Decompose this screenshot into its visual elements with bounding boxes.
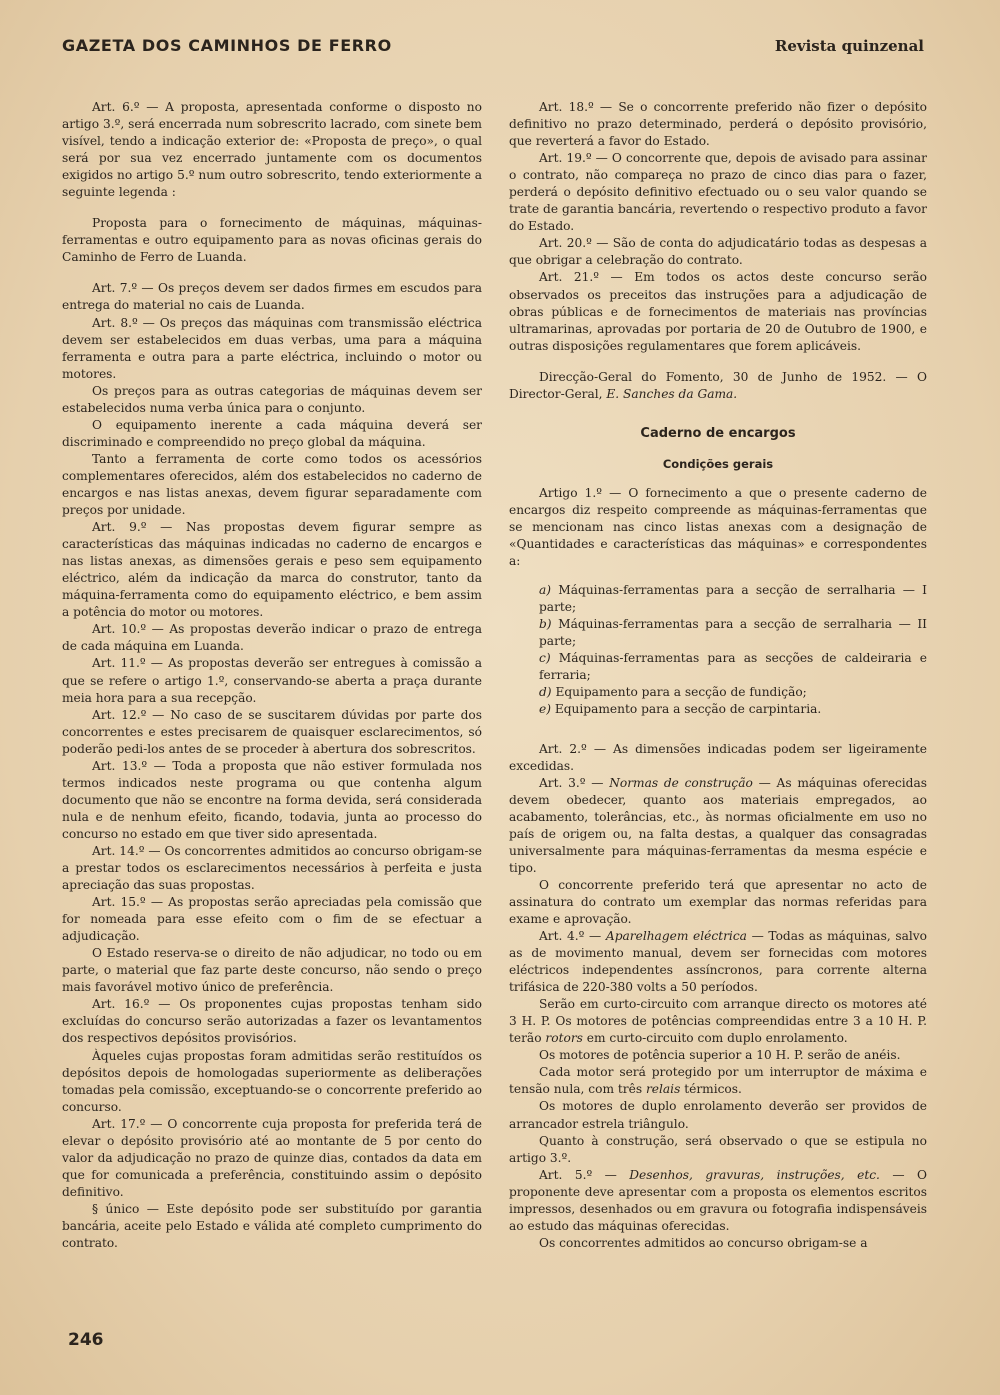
publication-frequency: Revista quinzenal [774, 37, 924, 55]
text-run: em curto-circuito com duplo enrolamento. [586, 1031, 848, 1046]
paragraph-art19: Art. 19.º — O concorrente que, depois de avisado para assinar o contrato, não compareça no prazo de cinco dias para o fazer, perderá o depósito definitivo efectuado ou o seu valor quando se trate de garantia bancária, revertendo o respectivo produto a favor do Estado. [509, 151, 927, 234]
legend-quote: Proposta para o fornecimento de máquinas, máquinas-ferramentas e outro equipamento para as novas oficinas gerais do Caminho de Ferro de Luanda. [62, 216, 482, 265]
article-number: Art. 5.º — [539, 1167, 617, 1182]
list-marker: a) [539, 583, 552, 598]
list-item [509, 616, 927, 650]
article-text: — As máquinas oferecidas devem obedecer, quanto aos materiais empregados, ao acabamento, tolerâncias, etc., às normas oficialmente em uso no país de origem ou, na falta destas, a qualquer das consagradas universalmente para máquinas-ferramentas da mesma espécie e tipo. [509, 775, 927, 875]
list-item [509, 582, 927, 616]
paragraph-art11: Art. 11.º — As propostas deverão ser entregues à comissão a que se refere o artigo 1.º, conservando-se aberta a praça durante meia hora para a sua recepção. [62, 656, 482, 705]
paragraph [509, 1064, 927, 1098]
list-item-text: Equipamento para a secção de fundição; [555, 685, 807, 700]
list-item [509, 650, 927, 684]
subsection-title: Condições gerais [662, 456, 774, 471]
signature-name: E. Sanches da Gama. [606, 386, 738, 401]
text-run: Serão em curto-circuito com arranque directo os motores até 3 H. P. Os motores de potências compreendidas entre 3 a 10 H. P. terão [509, 997, 927, 1046]
signature-line [509, 369, 927, 403]
list-marker: e) [539, 702, 551, 717]
text-run-italic: relais [645, 1082, 681, 1097]
paragraph-art8: Art. 8.º — Os preços das máquinas com transmissão eléctrica devem ser estabelecidos em duas verbas, uma para a máquina ferramenta e outra para a parte eléctrica, incluindo o motor ou motores. [62, 315, 482, 381]
paragraph-art15: Art. 15.º — As propostas serão apreciadas pela comissão que for nomeada para esse efeito com o fim de se efectuar a adjudicação. [62, 895, 482, 944]
article-text: — Todas as máquinas, salvo as de movimento manual, devem ser fornecidas com motores eléctricos independentes assíncronos, para corrente alterna trifásica de 220-380 volts a 50 períodos. [509, 929, 927, 995]
paragraph-art4 [509, 928, 927, 996]
item-list [509, 582, 927, 718]
paragraph-art7: Art. 7.º — Os preços devem ser dados firmes em escudos para entrega do material no cais de Luanda. [62, 281, 482, 313]
paragraph: O concorrente preferido terá que apresentar no acto de assinatura do contrato um exemplar das normas referidas para exame e aprovação. [509, 877, 927, 926]
list-marker: c) [539, 651, 551, 666]
paragraph-art21: Art. 21.º — Em todos os actos deste concurso serão observados os preceitos das instruções para a adjudicação de obras públicas e de fornecimentos de materiais nas províncias ultramarinas, aprovadas por portaria de 20 de Outubro de 1900, e outras disposições regulamentares que forem aplicáveis. [509, 270, 927, 353]
paragraph-art12: Art. 12.º — No caso de se suscitarem dúvidas por parte dos concorrentes e estes precisarem de quaisquer esclarecimentos, só poderão pedi-los antes de se proceder à abertura dos sobrescritos. [62, 707, 482, 756]
paragraph-art10: Art. 10.º — As propostas deverão indicar o prazo de entrega de cada máquina em Luanda. [62, 622, 482, 654]
text-run: Cada motor será protegido por um interruptor de máxima e tensão nula, com três [509, 1065, 927, 1097]
paragraph-art13: Art. 13.º — Toda a proposta que não estiver formulada nos termos indicados neste programa ou que contenha algum documento que não se encontre na forma devida, será considerada nula e de nenhum efeito, ficando, todavia, junta ao processo do concurso no estado em que tiver sido apresentada. [62, 758, 482, 841]
list-item-text: Máquinas-ferramentas para a secção de serralharia — II parte; [539, 617, 927, 649]
paragraph-art5 [509, 1167, 927, 1235]
article-title: Aparelhagem eléctrica [605, 929, 747, 944]
paragraph-art3 [509, 775, 927, 877]
text-run: térmicos. [684, 1082, 742, 1097]
paragraph: O Estado reserva-se o direito de não adjudicar, no todo ou em parte, o material que faz parte deste concurso, não sendo o preço mais favorável motivo único de preferência. [62, 946, 482, 995]
page-header [62, 36, 924, 55]
section-title: Caderno de encargos [640, 425, 796, 441]
article-number: Art. 3.º — [539, 775, 604, 790]
page-number: 246 [68, 1330, 104, 1350]
text-run-italic: rotors [545, 1031, 583, 1046]
paragraph: Os preços para as outras categorias de máquinas devem ser estabelecidos numa verba única para o conjunto. [62, 383, 482, 415]
article-title: Desenhos, gravuras, instruções, etc. [629, 1167, 880, 1182]
paragraph-art16: Art. 16.º — Os proponentes cujas propostas tenham sido excluídas do concurso serão autorizadas a fazer os levantamentos dos respectivos depósitos provisórios. [62, 997, 482, 1046]
paragraph: Os concorrentes admitidos ao concurso obrigam-se a [539, 1235, 868, 1250]
list-item [509, 684, 927, 701]
right-column [509, 99, 927, 1252]
paragraph: O equipamento inerente a cada máquina deverá ser discriminado e compreendido no preço global da máquina. [62, 417, 482, 449]
paragraph-art9: Art. 9.º — Nas propostas devem figurar sempre as características das máquinas indicadas no caderno de encargos e nas listas anexas, as dimensões gerais e peso sem equipamento eléctrico, além da indicação da marca do construtor, tanto da máquina-ferramenta como do equipamento eléctrico, e bem assim a potência do motor ou motores. [62, 520, 482, 620]
paragraph: Àqueles cujas propostas foram admitidas serão restituídos os depósitos depois de homologadas superiormente as deliberações tomadas pela comissão, exceptuando-se o concorrente preferido ao concurso. [62, 1048, 482, 1114]
paragraph-art17: Art. 17.º — O concorrente cuja proposta for preferida terá de elevar o depósito provisório até ao montante de 5 por cento do valor da adjudicação no prazo de quinze dias, contados da data em que for comunicada a preferência, constituindo assim o depósito definitivo. [62, 1116, 482, 1199]
list-item-text: Máquinas-ferramentas para a secção de serralharia — I parte; [539, 583, 927, 615]
paragraph-art6: Art. 6.º — A proposta, apresentada conforme o disposto no artigo 3.º, será encerrada num sobrescrito lacrado, com sinete bem visível, tendo a indicação exterior de: «Proposta de preço», o qual será por sua vez encerrado juntamente com os documentos exigidos no artigo 5.º num outro sobrescrito, tendo exteriormente a seguinte legenda : [62, 100, 482, 200]
paragraph [509, 996, 927, 1047]
list-item [509, 701, 927, 718]
paragraph-unico: § único — Este depósito pode ser substituído por garantia bancária, aceite pelo Estado e válida até completo cumprimento do contrato. [62, 1201, 482, 1251]
paragraph-art18: Art. 18.º — Se o concorrente preferido não fizer o depósito definitivo no prazo determinado, perderá o depósito provisório, que reverterá a favor do Estado. [509, 100, 927, 149]
paragraph: Os motores de potência superior a 10 H. P. serão de anéis. [539, 1048, 901, 1063]
publication-title: GAZETA DOS CAMINHOS DE FERRO [62, 36, 392, 55]
article-title: Normas de construção [609, 775, 753, 790]
paragraph-art20: Art. 20.º — São de conta do adjudicatário todas as despesas a que obrigar a celebração do contrato. [509, 236, 927, 268]
list-marker: d) [539, 685, 552, 700]
paragraph-art2: Art. 2.º — As dimensões indicadas podem ser ligeiramente excedidas. [509, 741, 927, 773]
article-text: — O proponente deve apresentar com a proposta os elementos escritos impressos, desenhados ou em gravura ou fotografia indispensáveis ao estudo das máquinas oferecidas. [509, 1167, 927, 1233]
paragraph: Os motores de duplo enrolamento deverão ser providos de arrancador estrela triângulo. [509, 1099, 927, 1131]
left-column [62, 99, 482, 1252]
paragraph-art14: Art. 14.º — Os concorrentes admitidos ao concurso obrigam-se a prestar todos os esclarecimentos necessários à perfeita e justa apreciação das suas propostas. [62, 843, 482, 893]
paragraph: Quanto à construção, será observado o que se estipula no artigo 3.º. [509, 1133, 927, 1165]
list-marker: b) [539, 617, 552, 632]
paragraph-artigo1: Artigo 1.º — O fornecimento a que o presente caderno de encargos diz respeito compreende as máquinas-ferramentas que se mencionam nas cinco listas anexas com a designação de «Quantidades e características das máquinas» e correspondentes a: [509, 485, 927, 569]
list-item-text: Máquinas-ferramentas para as secções de caldeiraria e ferraria; [539, 651, 927, 683]
signature-prefix: Direcção-Geral do Fomento, 30 de Junho de 1952. — O Director-Geral, [509, 369, 927, 401]
paragraph: Tanto a ferramenta de corte como todos os acessórios complementares oferecidos, além dos estabelecidos no caderno de encargos e nas listas anexas, devem figurar separadamente com preços por unidade. [62, 451, 482, 518]
article-number: Art. 4.º — [539, 929, 602, 944]
list-item-text: Equipamento para a secção de carpintaria. [554, 702, 822, 717]
